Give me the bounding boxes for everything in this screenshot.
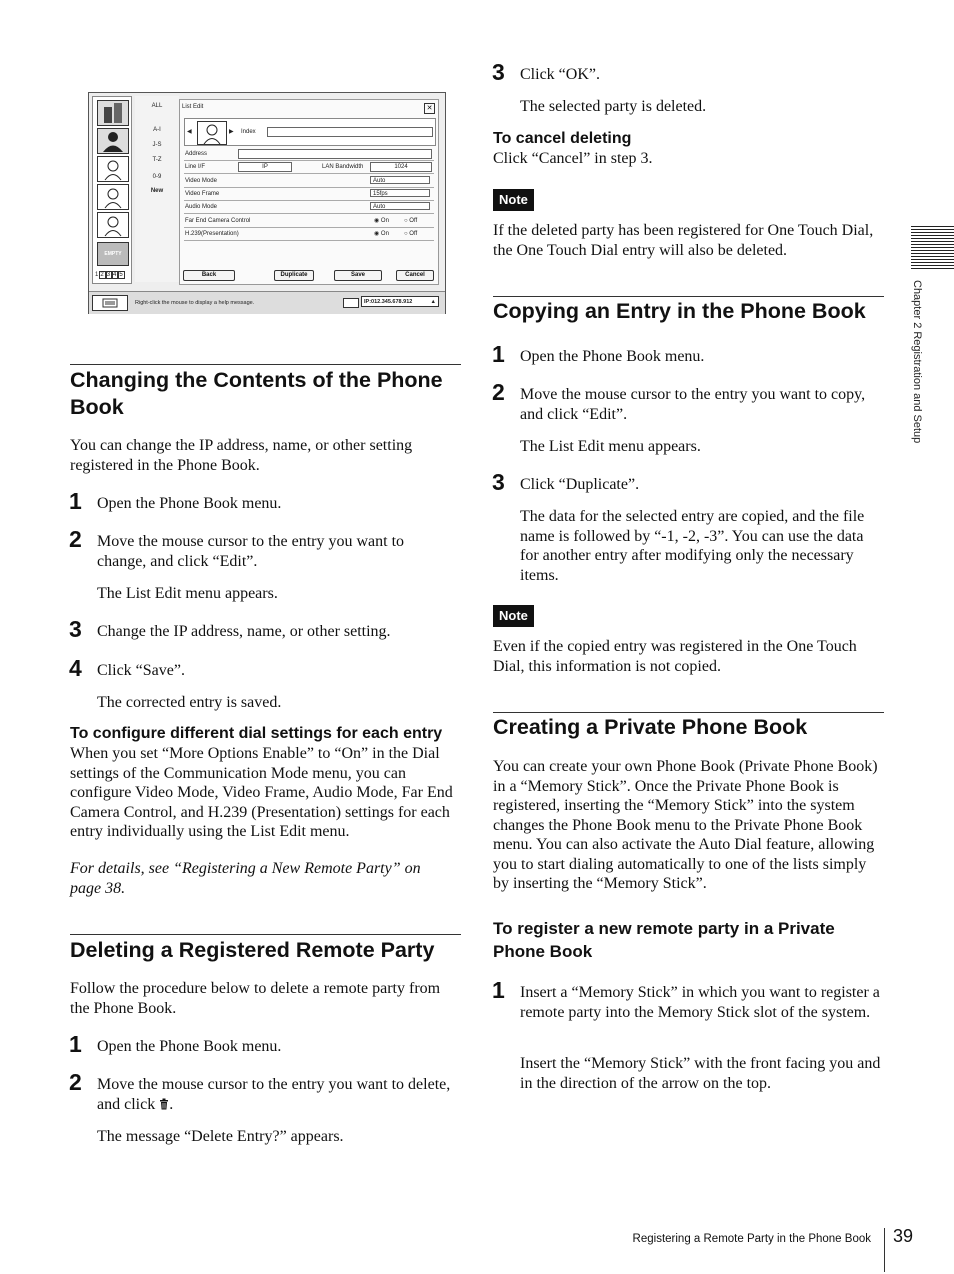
copying-title: Copying an Entry in the Phone Book <box>493 299 866 323</box>
video-frame-select[interactable]: 15fps <box>370 189 430 197</box>
note-deleted-text: If the deleted party has been registered for One Touch Dial, the One Touch Dial entry will also be deleted. <box>493 222 874 259</box>
section-rule <box>70 364 461 365</box>
copying-step3: Click “Duplicate”. <box>520 476 640 493</box>
address-row <box>184 148 434 161</box>
section-rule <box>493 712 884 713</box>
deleting-step1: Open the Phone Book menu. <box>97 1038 282 1055</box>
keyboard-icon[interactable] <box>92 295 128 311</box>
step-number: 2 <box>69 526 82 552</box>
private-step1-result: Insert the “Memory Stick” with the front facing you and in the direction of the arrow on the top. <box>520 1055 881 1092</box>
fecc-off-radio[interactable]: ○ Off <box>404 218 418 224</box>
step-number: 1 <box>69 488 82 514</box>
note-badge: Note <box>493 605 534 627</box>
memory-stick-icon <box>343 298 359 308</box>
index-label: Index <box>241 129 256 135</box>
fecc-row <box>184 215 434 228</box>
audio-mode-row <box>184 201 434 214</box>
portrait-icon[interactable] <box>97 184 129 210</box>
lan-bandwidth-select[interactable]: 1024 <box>370 162 432 172</box>
changing-step3: Change the IP address, name, or other setting. <box>97 623 391 640</box>
section-rule <box>70 934 461 935</box>
video-frame-label: Video Frame <box>185 191 220 197</box>
chapter-side-label: Chapter 2 Registration and Setup <box>911 280 923 444</box>
cancel-deleting-text: Click “Cancel” in step 3. <box>493 150 653 167</box>
video-frame-row <box>184 188 434 201</box>
building-icon[interactable] <box>97 100 129 126</box>
back-button[interactable]: Back <box>183 270 235 281</box>
lan-bandwidth-label: LAN Bandwidth <box>322 164 364 170</box>
nav-a-i[interactable]: A-I <box>153 127 161 133</box>
step-number: 2 <box>69 1069 82 1095</box>
person-icon[interactable] <box>97 128 129 154</box>
portrait-icon[interactable] <box>97 212 129 238</box>
address-input[interactable] <box>238 149 432 159</box>
portrait-icon[interactable] <box>97 156 129 182</box>
register-private-subhead: To register a new remote party in a Private Phone Book <box>493 919 835 961</box>
chapter-tab-marker <box>911 226 954 270</box>
step-number: 2 <box>492 379 505 405</box>
empty-slot[interactable]: EMPTY <box>97 242 129 266</box>
entry-photo[interactable] <box>197 121 227 145</box>
nav-0-9[interactable]: 0-9 <box>152 174 162 180</box>
video-mode-row <box>184 175 434 188</box>
chapter-side-label-wrap <box>912 280 924 470</box>
copying-step2-result: The List Edit menu appears. <box>520 438 701 455</box>
index-input[interactable] <box>267 127 433 137</box>
deleting-title: Deleting a Registered Remote Party <box>70 938 435 962</box>
changing-step4-result: The corrected entry is saved. <box>97 694 282 711</box>
save-button[interactable]: Save <box>334 270 382 281</box>
step-number: 1 <box>492 977 505 1003</box>
index-nav <box>135 96 179 282</box>
thumbnail-column <box>92 96 132 284</box>
changing-step2-result: The List Edit menu appears. <box>97 585 278 602</box>
footer-section: Registering a Remote Party in the Phone Book <box>632 1233 871 1245</box>
audio-mode-select[interactable]: Auto <box>370 202 430 210</box>
step-number: 3 <box>492 469 505 495</box>
dial-settings-text: When you set “More Options Enable” to “On” in the Dial settings of the Communication Mode menu, you can configure Video Mode, Video Frame, Audio Mode, Far End Camera Control, and H.239 (Presentation) settings for each entry individually using the List Edit menu. <box>70 745 453 840</box>
dial-settings-subhead: To configure different dial settings for each entry <box>70 725 443 742</box>
changing-step2: Move the mouse cursor to the entry you want to change, and click “Edit”. <box>97 533 405 570</box>
ip-address-display: IP:012.345.678.912 ▲ <box>361 296 439 307</box>
h239-row <box>184 228 434 241</box>
nav-t-z[interactable]: T-Z <box>152 157 162 163</box>
private-step1: Insert a “Memory Stick” in which you want to register a remote party into the Memory Stick slot of the system. <box>520 984 880 1021</box>
changing-step1: Open the Phone Book menu. <box>97 495 282 512</box>
line-if-row <box>184 161 434 174</box>
duplicate-button[interactable]: Duplicate <box>274 270 314 281</box>
deleting-step3: Click “OK”. <box>520 66 600 83</box>
fecc-label: Far End Camera Control <box>185 218 251 224</box>
line-if-label: Line I/F <box>185 164 206 170</box>
list-edit-panel <box>179 99 439 285</box>
note-copied-text: Even if the copied entry was registered in the One Touch Dial, this information is not copied. <box>493 638 857 675</box>
address-label: Address <box>185 151 208 157</box>
close-icon[interactable]: ✕ <box>424 103 435 114</box>
step-number: 1 <box>69 1031 82 1057</box>
deleting-step2: Move the mouse cursor to the entry you want to delete, and click . <box>97 1076 451 1113</box>
changing-title: Changing the Contents of the Phone Book <box>70 368 443 419</box>
up-arrow-icon: ▲ <box>430 299 436 305</box>
nav-all[interactable]: ALL <box>151 103 163 109</box>
changing-intro: You can change the IP address, name, or other setting registered in the Phone Book. <box>70 437 413 474</box>
details-reference: For details, see “Registering a New Remote Party” on page 38. <box>70 860 421 897</box>
fecc-on-radio[interactable]: ◉ On <box>374 218 389 224</box>
cancel-deleting-subhead: To cancel deleting <box>493 130 632 147</box>
nav-j-s[interactable]: J-S <box>152 142 162 148</box>
line-if-select[interactable]: IP <box>238 162 292 172</box>
list-edit-title: List Edit <box>182 104 204 110</box>
prev-arrow-icon[interactable]: ◀ <box>187 129 192 135</box>
copying-step3-result: The data for the selected entry are copied, and the file name is followed by “-1, -2, -3”. You can use the data for another entry after modifying only the necessary items. <box>520 508 865 584</box>
photo-row <box>184 118 436 146</box>
private-title: Creating a Private Phone Book <box>493 715 808 739</box>
step-number: 3 <box>492 59 505 85</box>
cancel-button[interactable]: Cancel <box>396 270 434 281</box>
changing-step4: Click “Save”. <box>97 662 185 679</box>
page-numbers[interactable]: 12 3 4 5 <box>95 272 124 278</box>
page-number: 39 <box>893 1226 914 1246</box>
deleting-step2-result: The message “Delete Entry?” appears. <box>97 1128 344 1145</box>
deleting-step3-result: The selected party is deleted. <box>520 98 707 115</box>
help-text: Right-click the mouse to display a help message. <box>135 300 255 306</box>
audio-mode-label: Audio Mode <box>185 204 218 210</box>
step-number: 1 <box>492 341 505 367</box>
next-arrow-icon[interactable]: ▶ <box>229 129 234 135</box>
h239-label: H.239(Presentation) <box>185 231 239 237</box>
copying-step1: Open the Phone Book menu. <box>520 348 705 365</box>
video-mode-label: Video Mode <box>185 178 217 184</box>
h239-on-radio[interactable]: ◉ On <box>374 231 389 237</box>
copying-step2: Move the mouse cursor to the entry you want to copy, and click “Edit”. <box>520 386 866 423</box>
status-bar <box>89 291 445 314</box>
private-intro: You can create your own Phone Book (Private Phone Book) in a “Memory Stick”. Once the Private Phone Book is registered, inserting the “Memory Stick” into the system changes the Phone Book menu to the Private Phone Book menu. You can also activate the Auto Dial feature, allowing you to start dialing automatically to one of the lists simply by inserting the “Memory Stick”. <box>493 758 878 892</box>
nav-new[interactable]: New <box>150 188 164 194</box>
footer-divider <box>884 1228 885 1272</box>
trash-icon <box>159 1098 169 1110</box>
step-number: 3 <box>69 616 82 642</box>
section-rule <box>493 296 884 297</box>
step-number: 4 <box>69 655 82 681</box>
h239-off-radio[interactable]: ○ Off <box>404 231 418 237</box>
deleting-intro: Follow the procedure below to delete a remote party from the Phone Book. <box>70 980 441 1017</box>
video-mode-select[interactable]: Auto <box>370 176 430 184</box>
note-badge: Note <box>493 189 534 211</box>
list-edit-screenshot <box>88 92 446 314</box>
